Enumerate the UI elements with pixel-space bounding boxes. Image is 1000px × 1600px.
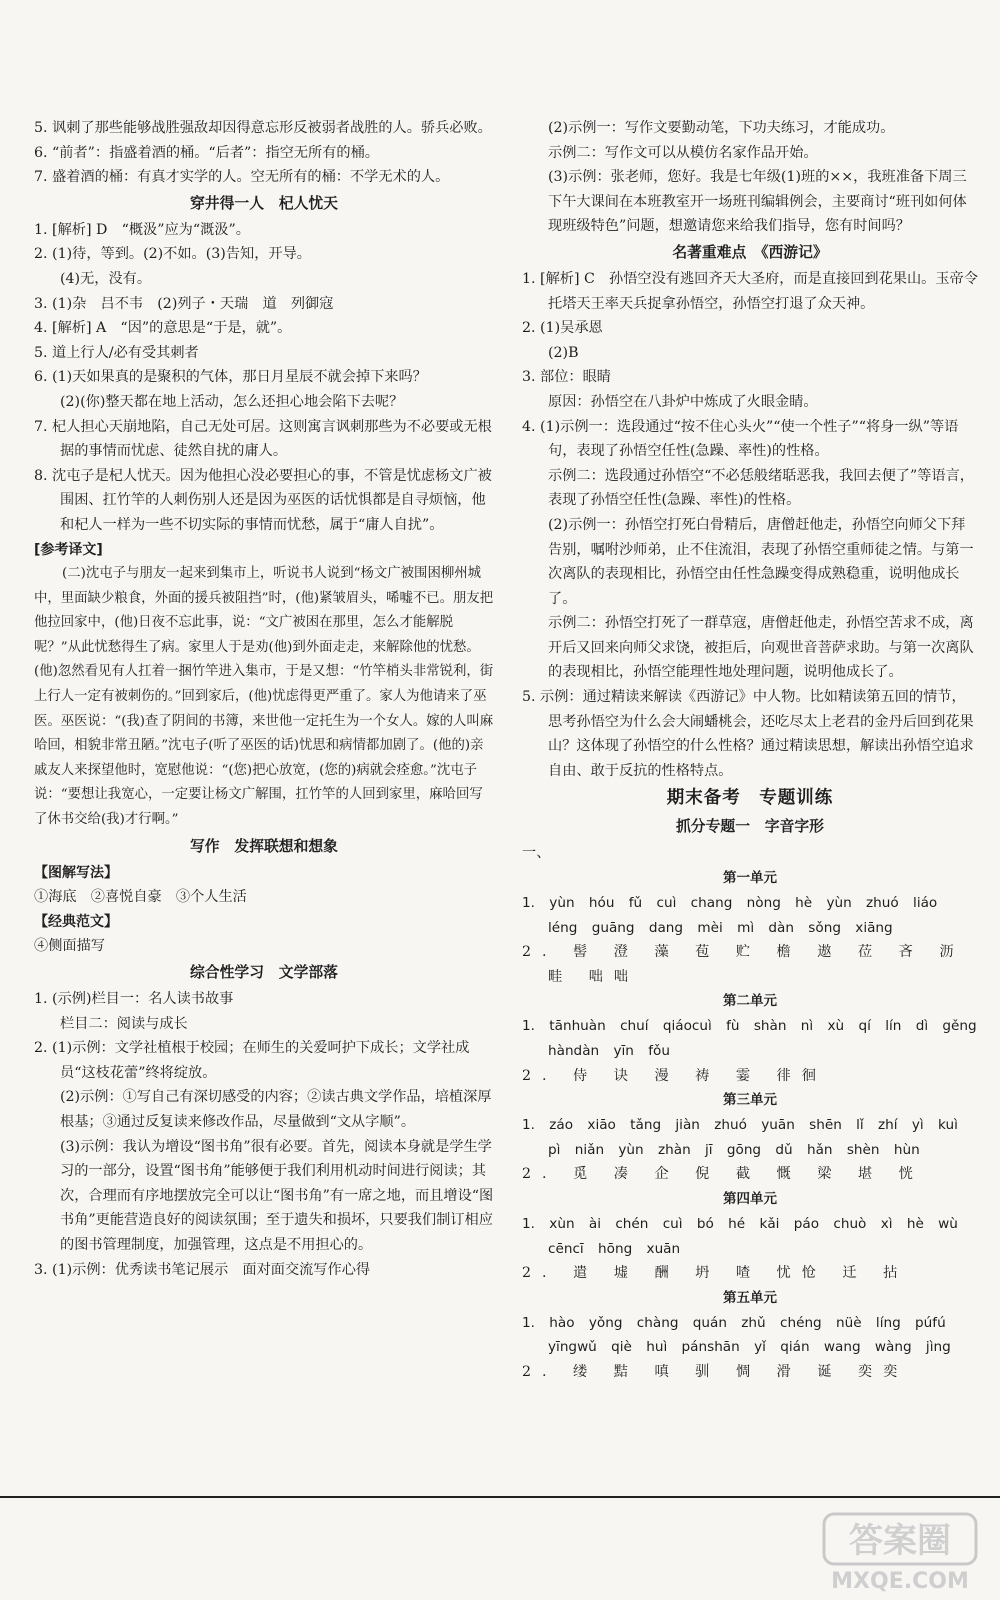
answer-paragraph: 5. 讽刺了那些能够战胜强敌却因得意忘形反被弱者战胜的人。骄兵必败。 <box>34 120 492 136</box>
answer-paragraph: 7. 盛着酒的桶：有真才实学的人。空无所有的桶：不学无术的人。 <box>34 169 450 186</box>
section-tag: [参考译文] <box>34 541 103 558</box>
answer-paragraph: 7. 杞人担心天崩地陷，自己无处可居。这则寓言讽刺那些为不必要或无根据的事情而忧虑、徒然自扰的庸人。 <box>34 418 492 460</box>
answer-paragraph: 示例二：写作文可以从模仿名家作品开始。 <box>548 144 818 161</box>
section-heading: 抓分专题一 字音字形 <box>676 818 824 836</box>
section-heading: 写作 发挥联想和想象 <box>190 837 338 855</box>
answer-paragraph: 1. [解析] C 孙悟空没有逃回齐天大圣府，而是直接回到花果山。玉帝令托塔天王率天兵捉拿孙悟空，孙悟空打退了众天神。 <box>522 270 978 312</box>
section-tag: 【图解写法】 <box>34 864 118 881</box>
section-heading: 第三单元 <box>723 1092 777 1109</box>
answer-paragraph: ④侧面描写 <box>34 938 105 955</box>
answer-paragraph: 1. tānhuàn chuí qiáocuì fù shàn nì xù qí lín dì gěng hàndàn yīn fǒu <box>522 1018 977 1059</box>
answer-paragraph: 1. [解析] D “概汲”应为“溉汲”。 <box>34 221 250 238</box>
answer-paragraph: ①海底 ②喜悦自豪 ③个人生活 <box>34 889 247 906</box>
section-heading: 第一单元 <box>723 870 777 887</box>
bottom-rule <box>0 1496 1000 1498</box>
answer-paragraph: 1. hào yǒng chàng quán zhǔ chéng nüè líng púfú yīngwǔ qiè huì pánshān yǐ qián wang wàng jìng <box>522 1314 951 1356</box>
right-column <box>522 116 978 1385</box>
answer-paragraph: 2. 髻 澄 藻 苞 贮 檐 遨 莅 吝 沥 畦 咄咄 <box>522 944 965 985</box>
answer-paragraph: 2. 遣 墟 酬 坍 喳 忧怆 迁 拈 <box>522 1265 909 1282</box>
answer-paragraph: (2)B <box>548 344 579 361</box>
answer-paragraph: (2)示例一：孙悟空打死白骨精后，唐僧赶他走，孙悟空向师父下拜告别，嘱咐沙师弟，止不住流泪，表现了孙悟空重师徒之情。与第一次离队的表现相比，孙悟空由任性急躁变得成熟稳重，说明他成长了。 <box>548 516 974 607</box>
answer-paragraph: 2. 侍 诀 漫 祷 霎 徘徊 <box>522 1067 827 1084</box>
answer-paragraph: 4. [解析] A “因”的意思是“于是，就”。 <box>34 320 292 337</box>
answer-paragraph: (2)(你)整天都在地上活动，怎么还担心地会陷下去呢？ <box>60 393 404 410</box>
answer-paragraph: 1. xùn ài chén cuì bó hé kǎi páo chuò xì hè wù cēncī hōng xuān <box>522 1215 958 1257</box>
answer-paragraph: 5. 示例：通过精读来解读《西游记》中人物。比如精读第五回的情节，思考孙悟空为什么会大闹蟠桃会，还吃尽太上老君的金丹后回到花果山？这体现了孙悟空的什么性格？通过精读思想，解读出孙悟空追求自由、敢于反抗的性格特点。 <box>522 689 974 779</box>
answer-paragraph: (3)示例：我认为增设“图书角”很有必要。首先，阅读本身就是学生学习的一部分，设置“图书角”能够便于我们利用机动时间进行阅读；其次，合理而有序地摆放完全可以让“图书角”有一席之地，而且增设“图书角”更能营造良好的阅读氛围；至于遗失和损坏，只要我们制订相应的图书管理制度，加强管理，这点是不用担心的。 <box>60 1138 494 1253</box>
answer-paragraph: 3. (1)杂 吕不韦 (2)列子・天瑞 道 列御寇 <box>34 295 334 312</box>
section-heading: 第二单元 <box>723 993 777 1010</box>
answer-paragraph: 2. (1)示例：文学社植根于校园；在师生的关爱呵护下成长；文学社成员“这枝花蕾”终将绽放。 <box>34 1040 470 1081</box>
answer-paragraph: 1. yùn hóu fǔ cuì chang nòng hè yùn zhuó liáo léng guāng dang mèi mì dàn sǒng xiāng <box>522 895 938 936</box>
answer-paragraph: 栏目二：阅读与成长 <box>60 1015 188 1032</box>
answer-paragraph: 6. “前者”：指盛着酒的桶。“后者”：指空无所有的桶。 <box>34 144 379 161</box>
section-heading: 名著重难点 《西游记》 <box>672 243 828 261</box>
section-heading: 期末备考 专题训练 <box>666 788 834 809</box>
left-column <box>34 116 494 1282</box>
section-heading: 综合性学习 文学部落 <box>190 964 338 981</box>
section-heading: 穿井得一人 杞人忧天 <box>190 194 338 212</box>
answer-paragraph: 原因：孙悟空在八卦炉中炼成了火眼金睛。 <box>548 393 818 410</box>
answer-paragraph: 6. (1)天如果真的是聚积的气体，那日月星辰不就会掉下来吗？ <box>34 369 427 386</box>
answer-paragraph: 1. záo xiāo tǎng jiàn zhuó yuān shēn lǐ zhí yì kuì pì niǎn yùn zhàn jī gōng dǔ hǎn shèn hùn <box>522 1117 958 1158</box>
section-heading: 第四单元 <box>723 1190 777 1207</box>
answer-paragraph: 一、 <box>522 845 551 862</box>
answer-paragraph: (二)沈屯子与朋友一起来到集市上，听说书人说到“杨文广被围困柳州城中，里面缺少粮食，外面的援兵被阻挡”时，(他)紧皱眉头，唏嘘不已。朋友把他拉回家中，(他)日夜不忘此事，说：“文广被困在那里，怎么才能解脱呢？”从此忧愁得生了病。家里人于是劝(他)到外面走走，来解除他的忧愁。(他)忽然看见有人扛着一捆竹竿进入集市，于是又想：“竹竿梢头非常锐利，街上行人一定有被刺伤的。”回到家后，(他)忧虑得更严重了。家人为他请来了巫医。巫医说：“(我)查了阴间的书簿，来世他一定托生为一个女人。嫁的人叫麻哈回，相貌非常丑陋。”沈屯子(听了巫医的话)忧思和病情都加剧了。(他的)亲戚友人来探望他时，宽慰他说：“(您)把心放宽，(您的)病就会痊愈。”沈屯子说：“要想让我宽心，一定要让杨文广解围，扛竹竿的人回到家里，麻哈回写了休书交给(我)才行啊。” <box>34 566 494 828</box>
answer-circle-watermark-logo <box>816 1508 986 1596</box>
answer-paragraph: 3. (1)示例：优秀读书笔记展示 面对面交流写作心得 <box>34 1261 371 1278</box>
answer-paragraph: 示例二：选段通过孙悟空“不必恁般绪聒恶我，我回去便了”等语言，表现了孙悟空任性(急躁、率性)的性格。 <box>548 467 974 509</box>
answer-paragraph: 5. 道上行人/必有受其刺者 <box>34 344 199 361</box>
answer-paragraph: 8. 沈屯子是杞人忧天。因为他担心没必要担心的事，不管是忧虑杨文广被围困、扛竹竿的人刺伤别人还是因为巫医的话忧惧都是自寻烦恼，他和杞人一样为一些不切实际的事情而忧愁，属于“庸人自扰”。 <box>34 467 492 533</box>
answer-paragraph: (4)无，没有。 <box>60 270 152 287</box>
answer-paragraph: 2. (1)吴承恩 <box>522 320 603 337</box>
answer-paragraph: (3)示例：张老师，您好。我是七年级(1)班的××，我班准备下周三下午大课间在本班教室开一场班刊编辑例会，主要商讨“班刊如何体现班级特色”问题，想邀请您来给我们指导，您有时间吗？ <box>548 169 967 235</box>
answer-paragraph: (2)示例一：写作文要勤动笔，下功夫练习，才能成功。 <box>548 120 895 136</box>
section-tag: 【经典范文】 <box>34 913 118 930</box>
watermark-text: 答案圈 <box>849 1521 951 1561</box>
answer-paragraph: 1. (示例)栏目一：名人读书故事 <box>34 991 234 1007</box>
answer-paragraph: 4. (1)示例一：选段通过“按不住心头火”“使一个性子”“将身一纵”等语句，表现了孙悟空任性(急躁、率性)的性格。 <box>522 418 959 460</box>
answer-paragraph: 示例二：孙悟空打死了一群草寇，唐僧赶他走，孙悟空苦求不成，离开后又回来向师父求饶，被拒后，向观世音菩萨求助。与第一次离队的表现相比，孙悟空能理性地处理问题，说明他成长了。 <box>548 615 974 681</box>
answer-paragraph: (2)示例：①写自己有深切感受的内容；②读古典文学作品，培植深厚根基；③通过反复读来修改作品，尽量做到“文从字顺”。 <box>60 1089 492 1130</box>
watermark-url: MXQE.COM <box>831 1569 969 1594</box>
answer-paragraph: 2. 觅 凑 企 倪 截 慨 梁 堪 恍 <box>522 1166 924 1183</box>
answer-paragraph: 2. (1)待，等到。(2)不如。(3)告知，开导。 <box>34 246 311 263</box>
answer-paragraph: 3. 部位：眼睛 <box>522 369 611 386</box>
section-heading: 第五单元 <box>723 1289 777 1306</box>
answer-paragraph: 2. 缕 黠 嗔 驯 惆 滑 诞 奕奕 <box>522 1363 909 1380</box>
